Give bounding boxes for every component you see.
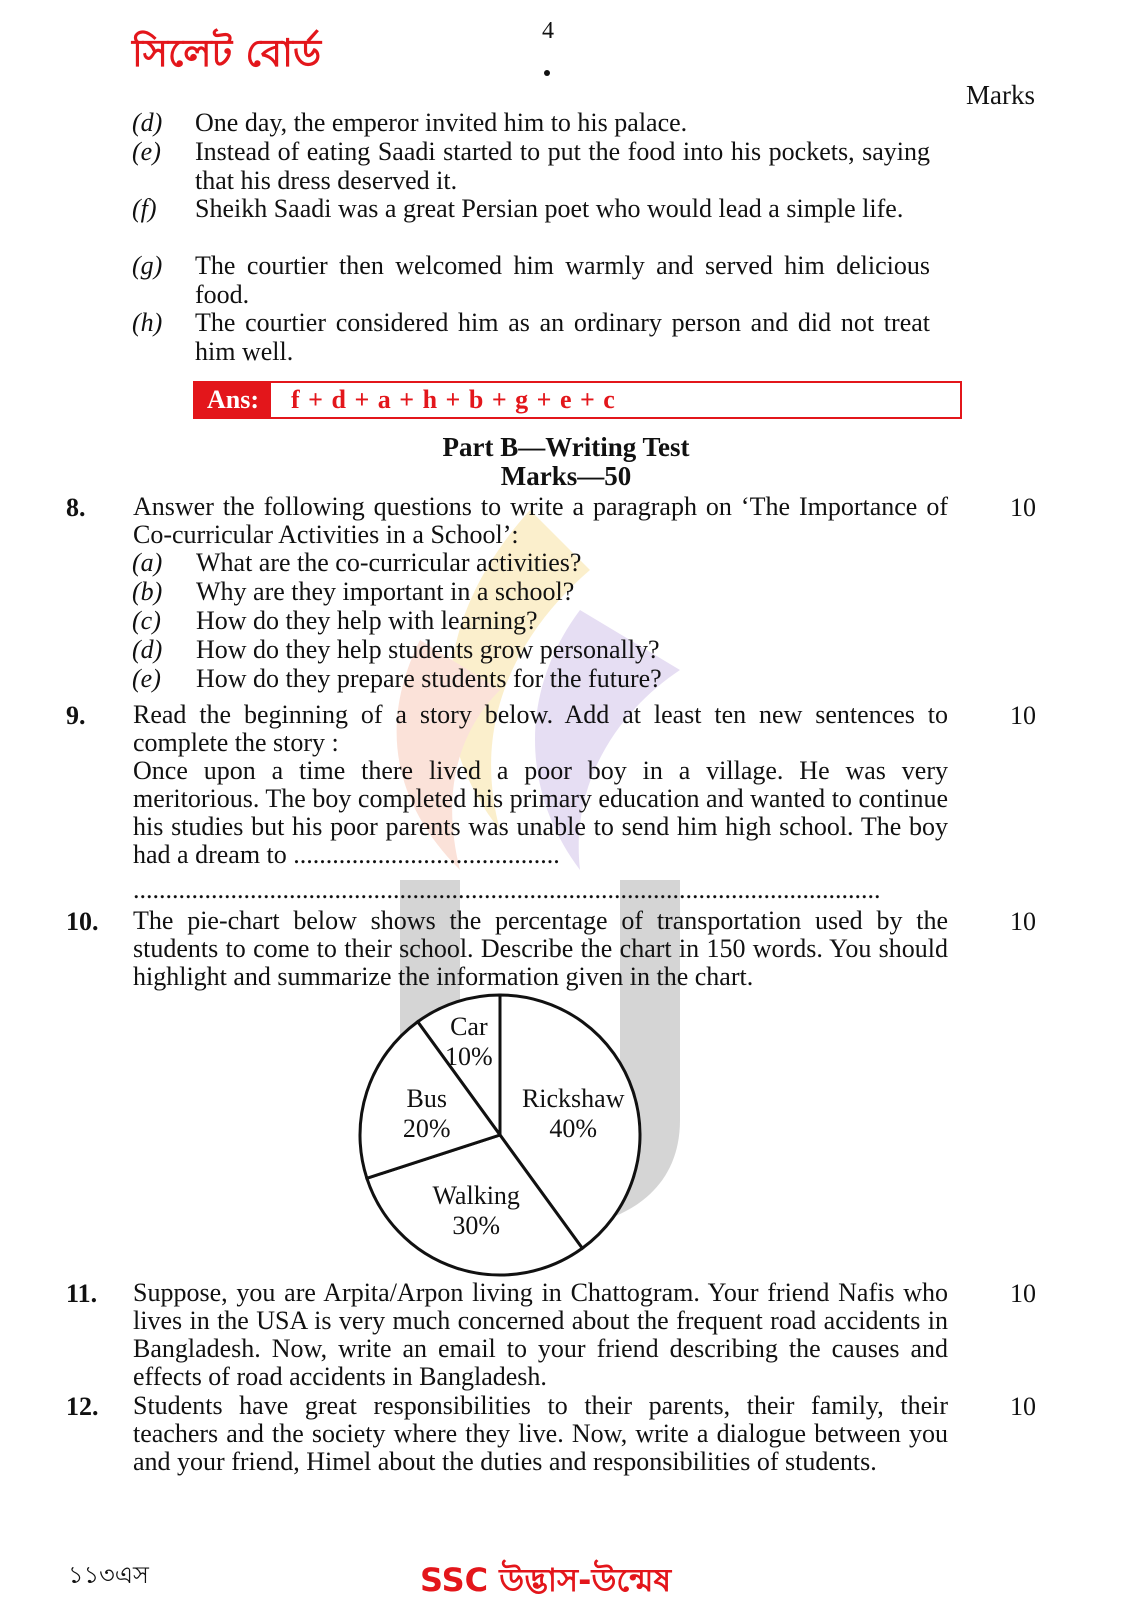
question-text: Answer the following questions to write a paragraph on ‘The Importance of Co-curricular Activities in a School’: <box>133 492 948 549</box>
list-item <box>132 635 660 664</box>
pie-value-car: 10% <box>445 1042 493 1072</box>
answer-label: Ans: <box>195 383 271 417</box>
question-number: 11. <box>66 1279 98 1308</box>
item-label: (h) <box>132 308 163 337</box>
question-text: Suppose, you are Arpita/Arpon living in Chattogram. Your friend Nafis who lives in the USA is very much concerned about the frequent road accidents in Bangladesh. Now, write an email to your friend describing the causes and effects of road accidents in Bangladesh. <box>133 1278 948 1391</box>
pie-label-car: Car <box>450 1012 488 1042</box>
story-text: Once upon a time there lived a poor boy in a village. He was very meritorious. The boy completed his primary education and wanted to continue his studies but his poor parents was unable to send him high school. The boy had a dream to ......................................... <box>133 756 948 869</box>
item-label: (f) <box>132 194 157 223</box>
item-text: How do they help students grow personally? <box>196 635 660 664</box>
question-number: 9. <box>66 701 86 730</box>
pie-value-bus: 20% <box>402 1114 451 1144</box>
footer-code: ১১৩এস <box>68 1561 149 1589</box>
item-label: (d) <box>132 635 163 664</box>
item-label: (a) <box>132 548 163 577</box>
item-label: (e) <box>132 664 161 693</box>
part-b-title: Part B—Writing Test <box>442 432 690 462</box>
question-number: 10. <box>66 907 99 936</box>
footer-brand: SSC উদ্ভাস-উন্মেষ <box>420 1561 672 1599</box>
question-number: 8. <box>66 493 86 522</box>
list-item <box>132 548 581 577</box>
part-b-marks: Marks—50 <box>500 461 632 491</box>
question-text: Read the beginning of a story below. Add at least ten new sentences to complete the story : <box>133 700 948 757</box>
item-text: Instead of eating Saadi started to put the food into his pockets, saying that his dress deserved it. <box>195 137 930 195</box>
list-item <box>132 606 538 635</box>
board-title: সিলেট বোর্ড <box>132 31 322 75</box>
question-marks: 10 <box>1010 1392 1036 1421</box>
item-text: Why are they important in a school? <box>196 577 575 606</box>
question-marks: 10 <box>1010 907 1036 936</box>
dot-mark <box>544 70 550 76</box>
item-label: (c) <box>132 606 161 635</box>
pie-label-rickshaw: Rickshaw <box>521 1084 625 1114</box>
pie-label-bus: Bus <box>406 1084 448 1114</box>
question-marks: 10 <box>1010 1279 1036 1308</box>
pie-label-walking: Walking <box>432 1181 520 1211</box>
item-label: (b) <box>132 577 163 606</box>
item-label: (d) <box>132 108 163 137</box>
question-number: 12. <box>66 1392 99 1421</box>
item-text: The courtier then welcomed him warmly and served him delicious food. <box>195 251 930 309</box>
question-marks: 10 <box>1010 493 1036 522</box>
item-text: One day, the emperor invited him to his palace. <box>195 108 688 137</box>
item-text: How do they prepare students for the future? <box>196 664 662 693</box>
answer-value: f + d + a + h + b + g + e + c <box>291 385 616 414</box>
item-label: (e) <box>132 137 161 166</box>
marks-heading: Marks <box>966 80 1035 110</box>
question-text: The pie-chart below shows the percentage of transportation used by the students to come to their school. Describe the chart in 150 words. You should highlight and summarize the information given in the chart. <box>133 906 948 991</box>
list-item <box>132 577 574 606</box>
page-number: 4 <box>542 18 554 44</box>
item-text: The courtier considered him as an ordinary person and did not treat him well. <box>195 308 930 366</box>
question-text: Students have great responsibilities to their parents, their family, their teachers and the society where they live. Now, write a dialogue between you and your friend, Himel about the duties and responsibilities of students. <box>133 1391 948 1476</box>
pie-value-walking: 30% <box>452 1211 501 1241</box>
pie-chart <box>350 990 650 1280</box>
answer-box <box>193 381 962 419</box>
question-marks: 10 <box>1010 701 1036 730</box>
item-text: What are the co-curricular activities? <box>196 548 582 577</box>
item-label: (g) <box>132 251 163 280</box>
list-item <box>132 664 662 693</box>
story-dots: ................................................................................................................... <box>133 876 881 904</box>
item-text: How do they help with learning? <box>196 606 538 635</box>
pie-value-rickshaw: 40% <box>549 1114 598 1144</box>
item-text: Sheikh Saadi was a great Persian poet who would lead a simple life. <box>195 194 904 223</box>
